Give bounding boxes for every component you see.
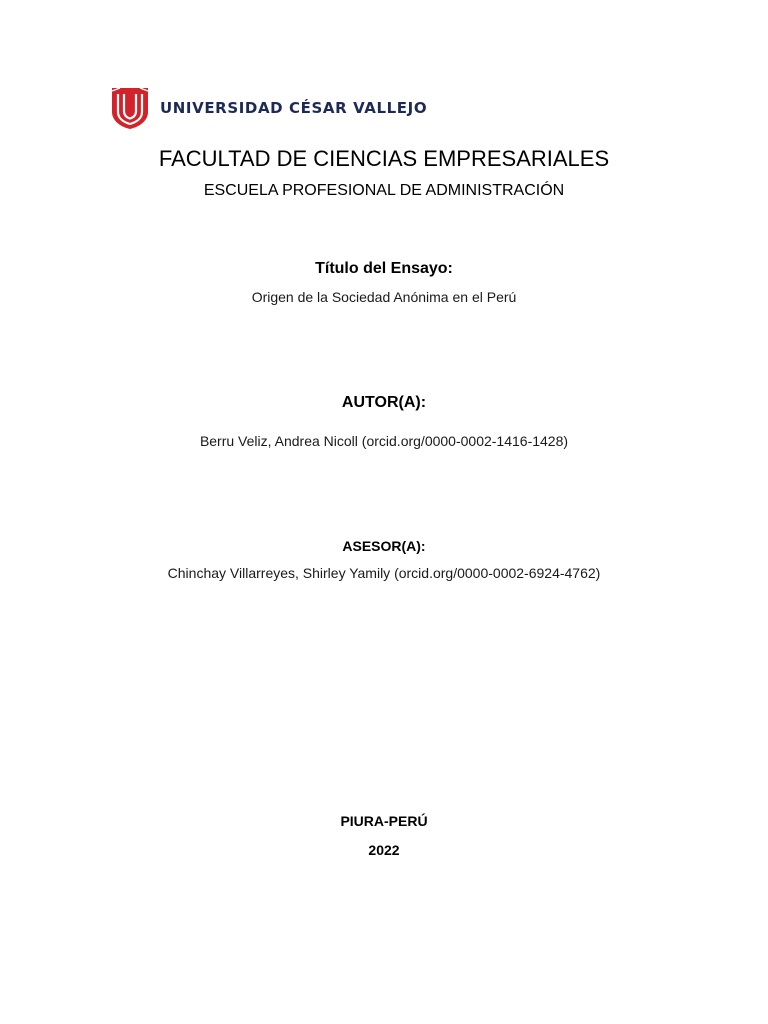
faculty-heading: FACULTAD DE CIENCIAS EMPRESARIALES bbox=[158, 146, 610, 171]
year: 2022 bbox=[368, 842, 400, 858]
essay-title: Origen de la Sociedad Anónima en el Perú bbox=[251, 289, 517, 305]
location: PIURA-PERÚ bbox=[340, 813, 428, 829]
university-shield-icon bbox=[110, 86, 150, 130]
advisor-label: ASESOR(A): bbox=[342, 538, 426, 554]
university-name: UNIVERSIDAD CÉSAR VALLEJO bbox=[160, 99, 428, 117]
school-heading: ESCUELA PROFESIONAL DE ADMINISTRACIÓN bbox=[203, 182, 565, 199]
author-label: AUTOR(A): bbox=[341, 394, 427, 411]
university-logo bbox=[110, 86, 427, 130]
author-value: Berru Veliz, Andrea Nicoll (orcid.org/0000-0002-1416-1428) bbox=[199, 433, 569, 449]
essay-title-label: Título del Ensayo: bbox=[315, 260, 453, 277]
advisor-value: Chinchay Villarreyes, Shirley Yamily (orcid.org/0000-0002-6924-4762) bbox=[167, 565, 601, 581]
